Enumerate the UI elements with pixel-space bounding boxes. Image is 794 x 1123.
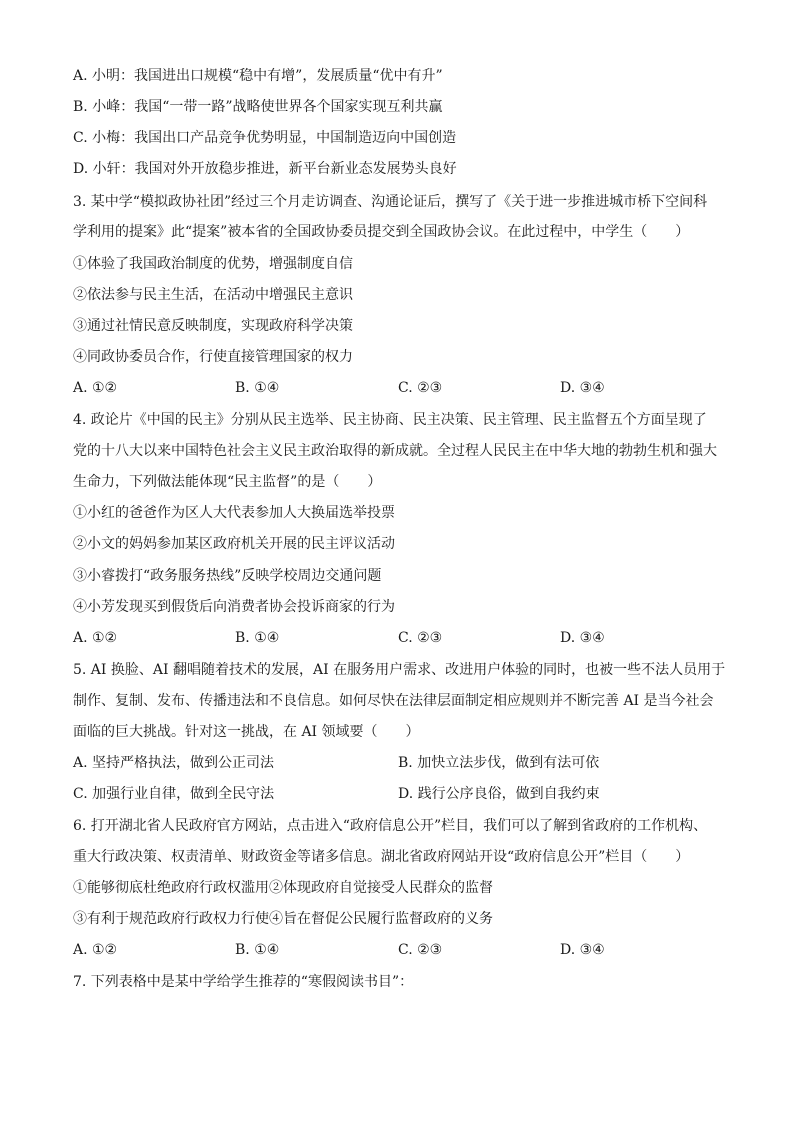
q7-stem: 7. 下列表格中是某中学给学生推荐的“寒假阅读书目”： xyxy=(73,974,414,990)
q3-choice-a[interactable]: A. ①② xyxy=(73,380,118,396)
q5-stem-line3: 面临的巨大挑战。针对这一挑战，在 AI 领域要（ ） xyxy=(73,724,420,740)
q2-option-a: A. 小明：我国进出口规模“稳中有增”，发展质量“优中有升” xyxy=(73,68,443,84)
q3-choice-c[interactable]: C. ②③ xyxy=(398,380,443,396)
q6-choice-b[interactable]: B. ①④ xyxy=(235,942,280,958)
q2-option-d: D. 小轩：我国对外开放稳步推进，新平台新业态发展势头良好 xyxy=(73,161,457,177)
q6-items-line2: ③有利于规范政府行政权力行使④旨在督促公民履行监督政府的义务 xyxy=(73,911,493,927)
q3-stem-line1: 3. 某中学“模拟政协社团”经过三个月走访调查、沟通论证后，撰写了《关于进一步推进城市桥下空间科 xyxy=(73,194,708,210)
q3-choice-b[interactable]: B. ①④ xyxy=(235,380,280,396)
q4-choice-a[interactable]: A. ①② xyxy=(73,630,118,646)
q4-choices xyxy=(73,628,733,648)
q5-stem-line2: 制作、复制、发布、传播违法和不良信息。如何尽快在法律层面制定相应规则并不断完善 AI 是当今社会 xyxy=(73,693,714,709)
q4-stem-line2: 党的十八大以来中国特色社会主义民主政治取得的新成就。全过程人民民主在中华大地的勃勃生机和强大 xyxy=(73,443,717,459)
q6-choice-a[interactable]: A. ①② xyxy=(73,942,118,958)
q6-items-line1: ①能够彻底杜绝政府行政权滥用②体现政府自觉接受人民群众的监督 xyxy=(73,880,493,896)
q5-choices-row2 xyxy=(73,784,733,804)
q4-item-1: ①小红的爸爸作为区人大代表参加人大换届选举投票 xyxy=(73,505,395,521)
q4-stem-line1: 4. 政论片《中国的民主》分别从民主选举、民主协商、民主决策、民主管理、民主监督五个方面呈现了 xyxy=(73,412,707,428)
q3-item-1: ①体验了我国政治制度的优势，增强制度自信 xyxy=(73,256,353,272)
q5-choice-d[interactable]: D. 践行公序良俗，做到自我约束 xyxy=(398,786,600,802)
q2-option-c: C. 小梅：我国出口产品竞争优势明显，中国制造迈向中国创造 xyxy=(73,130,457,146)
q3-item-2: ②依法参与民主生活，在活动中增强民主意识 xyxy=(73,287,353,303)
q4-item-3: ③小睿拨打“政务服务热线”反映学校周边交通问题 xyxy=(73,568,382,584)
q6-stem-line2: 重大行政决策、权责清单、财政资金等诸多信息。湖北省政府网站开设“政府信息公开”栏目（ ） xyxy=(73,849,690,865)
q3-choice-d[interactable]: D. ③④ xyxy=(560,380,605,396)
q5-stem-line1: 5. AI 换脸、AI 翻唱随着技术的发展，AI 在服务用户需求、改进用户体验的同时，也被一些不法人员用于 xyxy=(73,662,726,678)
q5-choice-b[interactable]: B. 加快立法步伐，做到有法可依 xyxy=(398,755,600,771)
q6-stem-line1: 6. 打开湖北省人民政府官方网站，点击进入“政府信息公开”栏目，我们可以了解到省政府的工作机构、 xyxy=(73,818,708,834)
q6-choices xyxy=(73,940,733,960)
q4-choice-c[interactable]: C. ②③ xyxy=(398,630,443,646)
q3-item-4: ④同政协委员合作，行使直接管理国家的权力 xyxy=(73,349,353,365)
q4-choice-b[interactable]: B. ①④ xyxy=(235,630,280,646)
q4-item-2: ②小文的妈妈参加某区政府机关开展的民主评议活动 xyxy=(73,536,395,552)
q5-choice-c[interactable]: C. 加强行业自律，做到全民守法 xyxy=(73,786,275,802)
q4-choice-d[interactable]: D. ③④ xyxy=(560,630,605,646)
q6-choice-c[interactable]: C. ②③ xyxy=(398,942,443,958)
q4-item-4: ④小芳发现买到假货后向消费者协会投诉商家的行为 xyxy=(73,599,395,615)
q4-stem-line3: 生命力，下列做法能体现“民主监督”的是（ ） xyxy=(73,474,382,490)
q2-option-b: B. 小峰：我国“一带一路”战略使世界各个国家实现互利共赢 xyxy=(73,99,443,115)
q3-choices xyxy=(73,378,733,398)
q6-choice-d[interactable]: D. ③④ xyxy=(560,942,605,958)
q5-choice-a[interactable]: A. 坚持严格执法，做到公正司法 xyxy=(73,755,275,771)
q5-choices-row1 xyxy=(73,753,733,773)
q3-stem-line2: 学利用的提案》此“提案”被本省的全国政协委员提交到全国政协会议。在此过程中，中学生（ ） xyxy=(73,224,690,240)
q3-item-3: ③通过社情民意反映制度，实现政府科学决策 xyxy=(73,318,353,334)
